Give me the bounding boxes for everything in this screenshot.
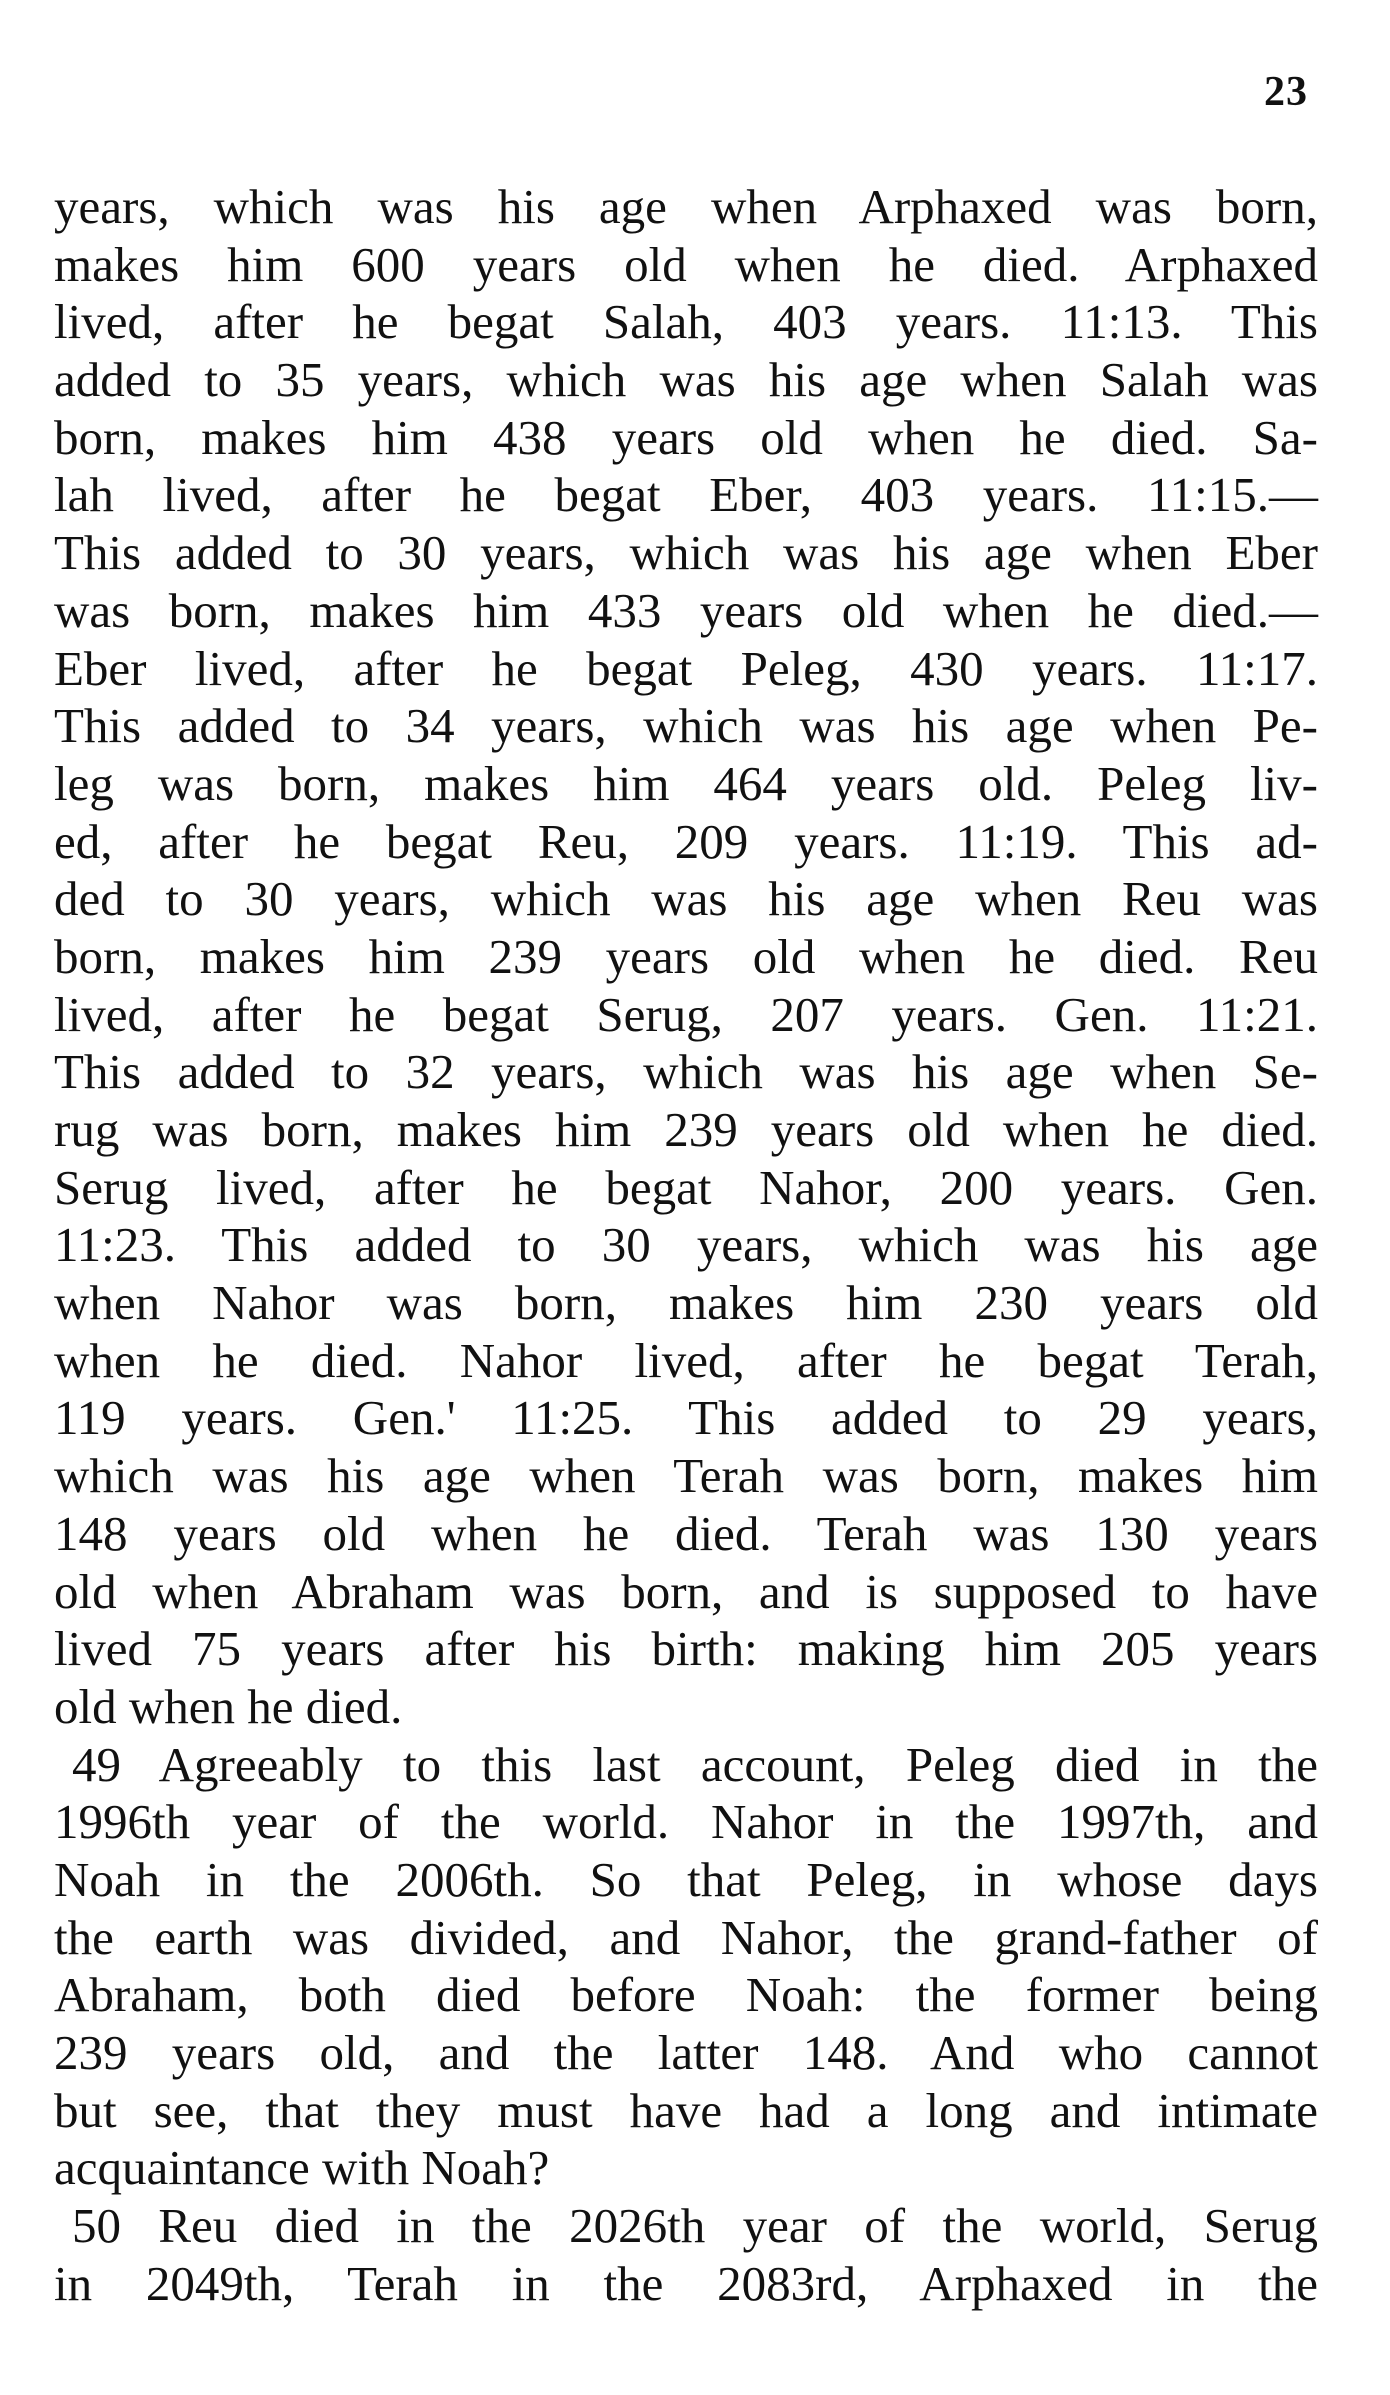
paragraph-50-start: 50 Reu died in the 2026th year of the world, Serug [72, 2198, 1318, 2254]
text-line: Eber lived, after he begat Peleg, 430 years. 11:17. [54, 640, 1318, 696]
text-line: This added to 32 years, which was his age when Se- [54, 1044, 1318, 1100]
text-line: Serug lived, after he begat Nahor, 200 years. Gen. [54, 1159, 1318, 1215]
paragraph-49-start: 49 Agreeably to this last account, Peleg died in the [72, 1736, 1318, 1792]
text-line: added to 35 years, which was his age when Salah was [54, 352, 1318, 408]
text-line: which was his age when Terah was born, makes him [54, 1448, 1318, 1504]
text-line: old when Abraham was born, and is supposed to have [54, 1563, 1318, 1619]
text-line: old when he died. [54, 1678, 403, 1734]
text-line: 119 years. Gen.' 11:25. This added to 29 years, [54, 1390, 1318, 1446]
text-line: 11:23. This added to 30 years, which was his age [54, 1217, 1318, 1273]
text-line: 148 years old when he died. Terah was 130 years [54, 1505, 1318, 1561]
text-line: rug was born, makes him 239 years old when he died. [54, 1102, 1318, 1157]
text-line: but see, that they must have had a long and intimate [54, 2082, 1318, 2138]
text-line: leg was born, makes him 464 years old. Peleg liv- [54, 755, 1318, 811]
text-line: when he died. Nahor lived, after he begat Terah, [54, 1332, 1318, 1388]
text-line: born, makes him 239 years old when he died. Reu [54, 928, 1318, 984]
text-line: acquaintance with Noah? [54, 2140, 550, 2196]
text-line: lah lived, after he begat Eber, 403 years. 11:15.— [54, 467, 1318, 523]
text-line: in 2049th, Terah in the 2083rd, Arphaxed in the [54, 2255, 1318, 2311]
text-line: This added to 30 years, which was his age when Eber [54, 525, 1318, 581]
text-line: 239 years old, and the latter 148. And who cannot [54, 2025, 1318, 2080]
page-number: 23 [1264, 69, 1308, 115]
body-text [54, 178, 1318, 2312]
text-line: lived, after he begat Salah, 403 years. 11:13. This [54, 294, 1318, 350]
text-line: years, which was his age when Arphaxed was born, [54, 179, 1318, 234]
text-line: lived, after he begat Serug, 207 years. Gen. 11:21. [54, 986, 1318, 1042]
text-line: 1996th year of the world. Nahor in the 1997th, and [54, 1794, 1318, 1850]
text-line: was born, makes him 433 years old when he died.— [54, 582, 1318, 638]
text-line: ed, after he begat Reu, 209 years. 11:19. This ad- [54, 813, 1318, 869]
text-line: when Nahor was born, makes him 230 years old [54, 1275, 1318, 1331]
text-line: lived 75 years after his birth: making him 205 years [54, 1621, 1318, 1677]
text-line: born, makes him 438 years old when he died. Sa- [54, 409, 1318, 465]
text-line: Noah in the 2006th. So that Peleg, in whose days [54, 1851, 1318, 1907]
text-line: the earth was divided, and Nahor, the grand-father of [54, 1909, 1318, 1965]
text-line: ded to 30 years, which was his age when Reu was [54, 871, 1318, 927]
text-line: This added to 34 years, which was his age when Pe- [54, 698, 1318, 754]
text-line: makes him 600 years old when he died. Arphaxed [54, 236, 1318, 292]
text-line: Abraham, both died before Noah: the former being [54, 1967, 1318, 2023]
